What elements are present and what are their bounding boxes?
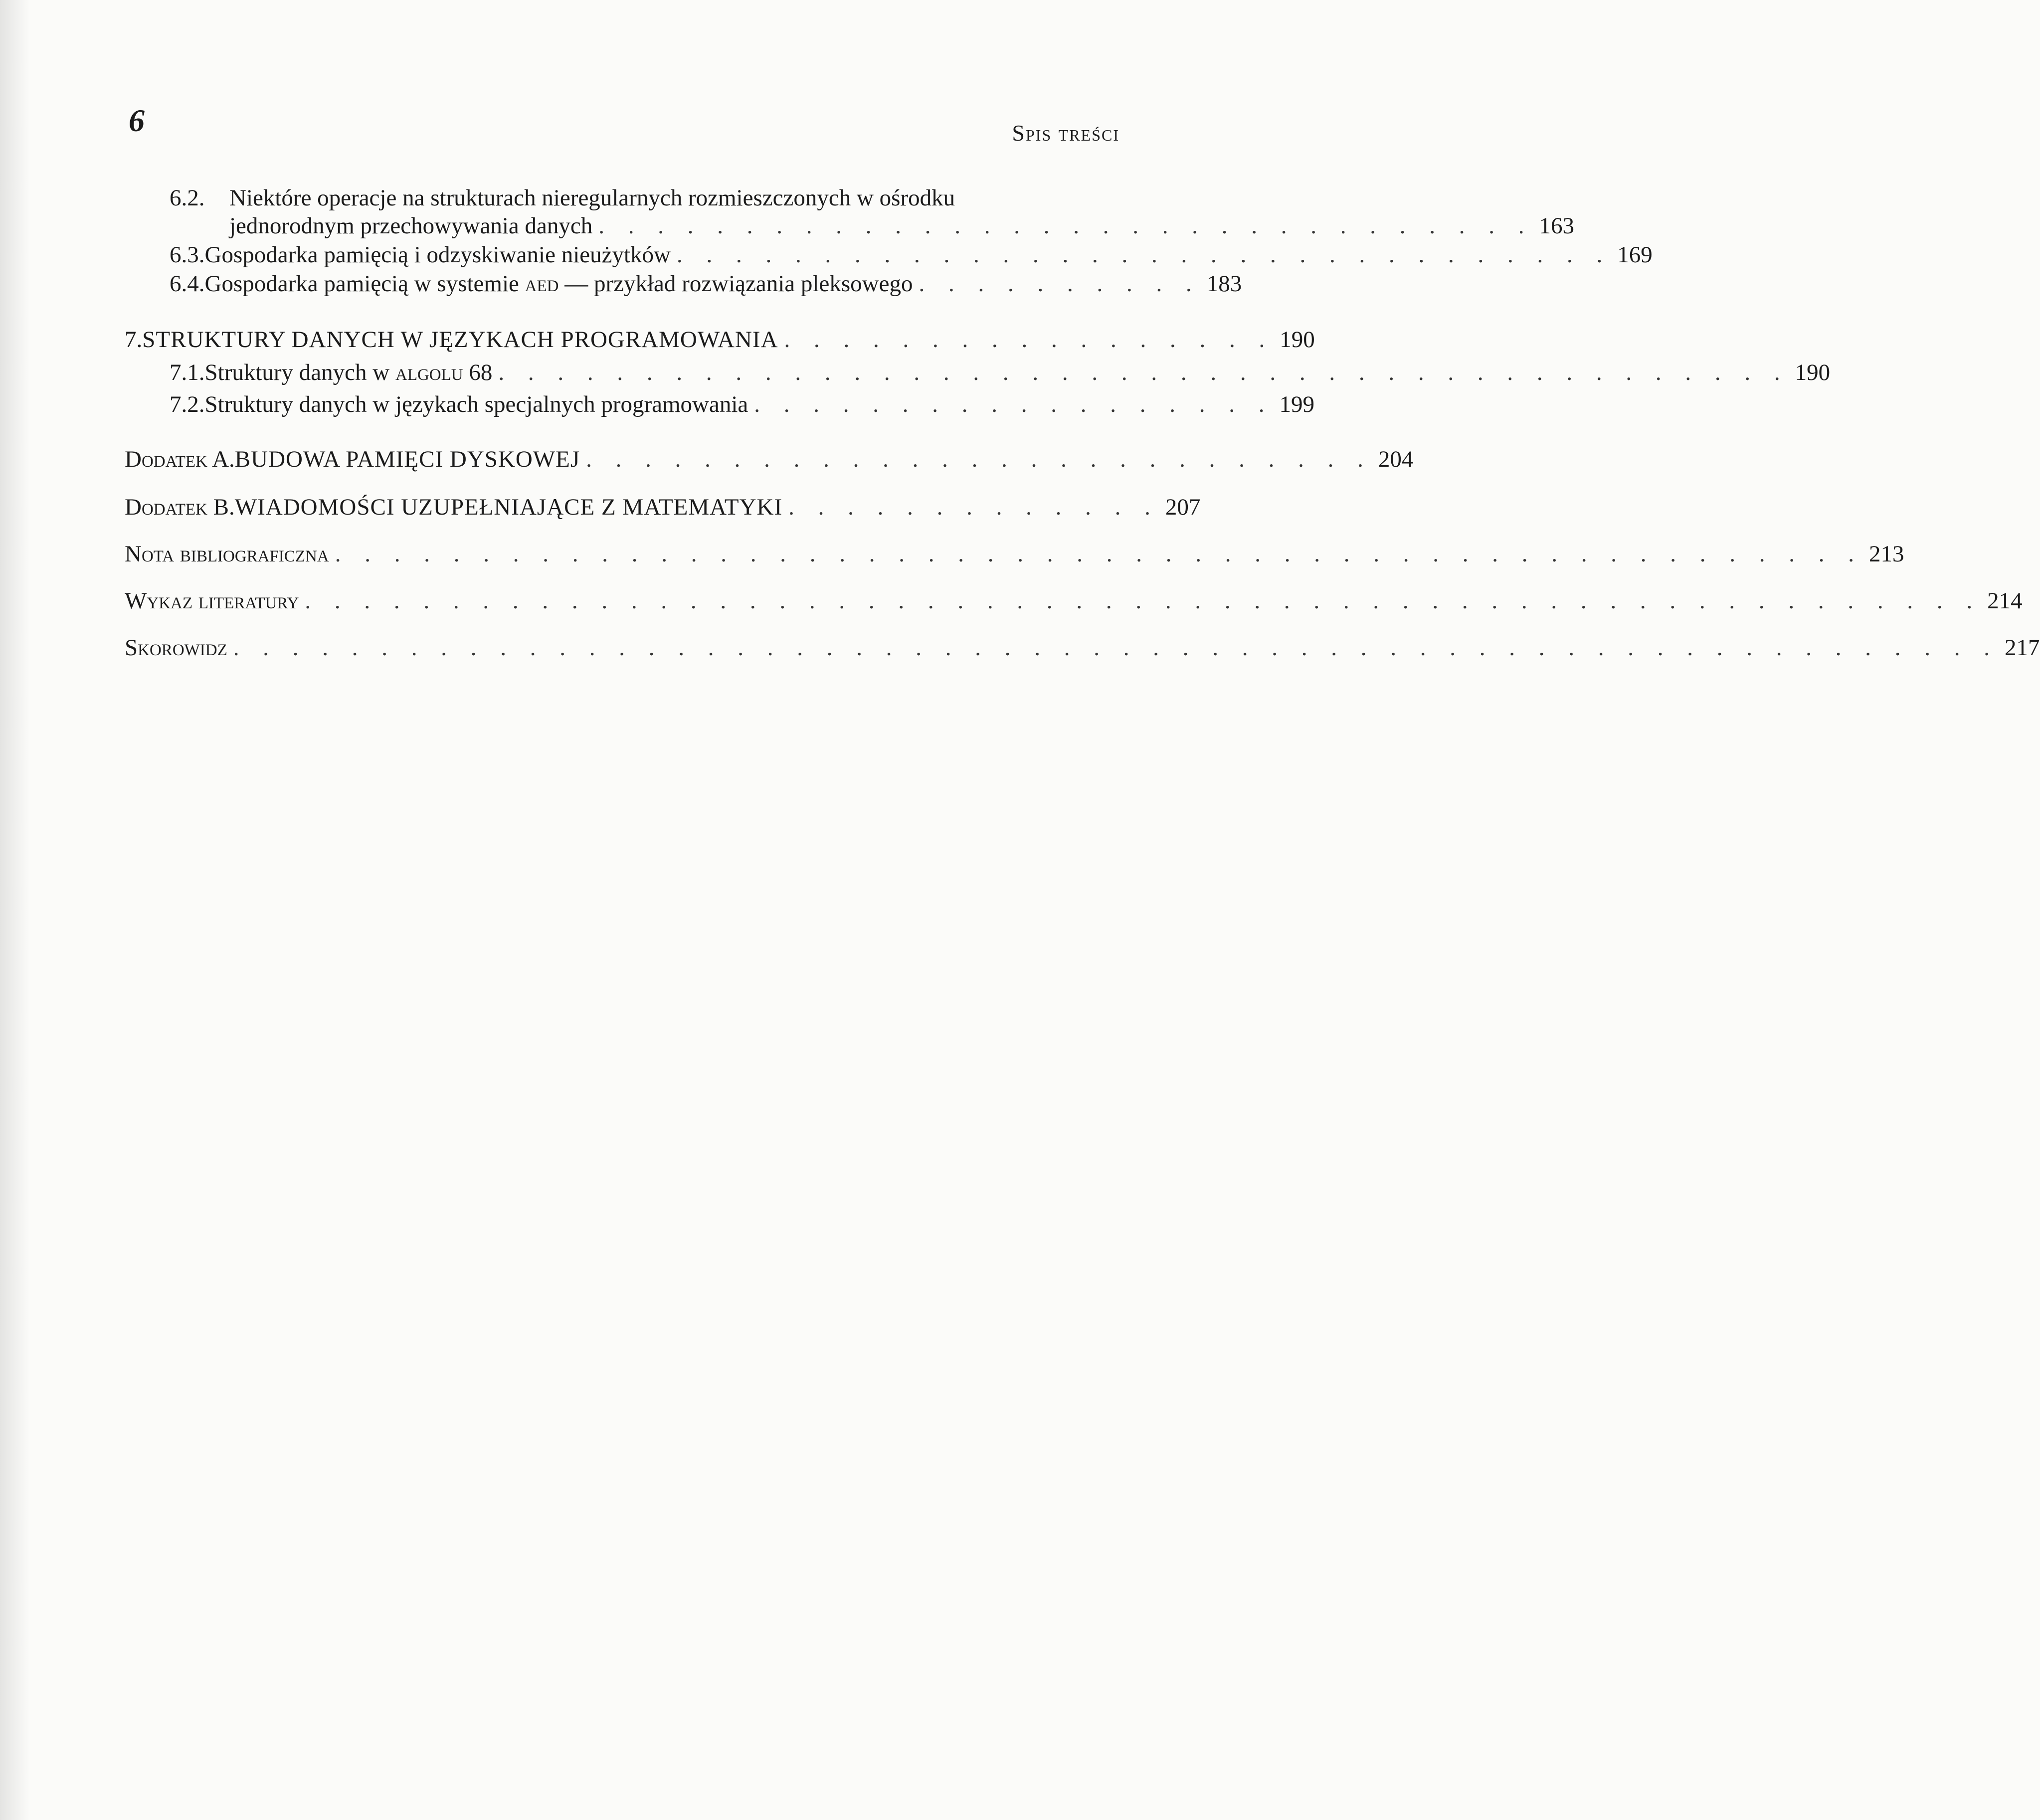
entry-title: Wykaz literatury: [125, 588, 299, 614]
appendix-label: Dodatek B.: [125, 494, 235, 520]
appendix-title: WIADOMOŚCI UZUPEŁNIAJĄCE Z MATEMATYKI: [234, 494, 783, 520]
title-post: 68: [463, 360, 493, 385]
toc-entry-appendix-b: [125, 493, 1201, 522]
running-head: Spis treści: [1012, 120, 1119, 146]
section-number: 7.1.: [170, 360, 205, 385]
page-ref: 214: [1987, 588, 2023, 614]
toc-entry-index: [125, 633, 2040, 662]
page-ref: 163: [1539, 213, 1574, 239]
page-number: 6: [129, 103, 145, 138]
section-title-continued: jednorodnym przechowywania danych: [229, 213, 593, 239]
section-number: 6.3.: [170, 242, 205, 268]
dot-leader: . . . . . . . . . . . . . . . . . . . . . . . . . . . . . . . . . . . . . . . . . . . .: [498, 360, 1789, 385]
appendix-label: Dodatek A.: [125, 446, 235, 472]
dot-leader: . . . . . . . . . . . . . . . . .: [784, 327, 1274, 353]
title-pre: Struktury danych w: [204, 360, 395, 385]
toc-entry-7: [125, 325, 1315, 354]
entry-title: Skorowidz: [125, 635, 227, 661]
dot-leader: . . . . . . . . . . . . . . . . . . . . . . . . . . . . . . . . . . . . . . . . . . . . . . . . . . . .: [335, 541, 1863, 567]
toc-entry-7-2: [170, 390, 1315, 419]
section-title: [205, 358, 493, 387]
dot-leader: . . . . . . . . . . . . .: [788, 494, 1159, 520]
chapter-number: 7.: [125, 327, 143, 353]
page-ref: 199: [1279, 391, 1315, 417]
dot-leader: . . . . . . . . . .: [919, 271, 1201, 297]
toc-entry-bibliographic-note: [125, 540, 1904, 568]
section-number: 7.2.: [170, 391, 205, 417]
toc-entry-6-3: [170, 240, 1653, 269]
toc-entry-7-1: [170, 358, 1831, 387]
dot-leader: . . . . . . . . . . . . . . . . . . . . . . . . . . . . . . . . . . . . . . . . . . . . . . . . . . . . . . . . .: [305, 588, 1982, 614]
section-title: Gospodarka pamięcią i odzyskiwanie nieużytków: [204, 242, 671, 268]
section-title: Niektóre operacje na strukturach nieregularnych rozmieszczonych w ośrodku: [229, 185, 955, 211]
title-smallcaps: aed: [525, 271, 559, 297]
chapter-title: STRUKTURY DANYCH W JĘZYKACH PROGRAMOWANIA: [142, 327, 778, 353]
page-ref: 183: [1206, 271, 1242, 297]
page-ref: 204: [1378, 446, 1414, 472]
section-title: [205, 269, 913, 298]
toc-entry-appendix-a: [125, 445, 1414, 474]
appendix-title: BUDOWA PAMIĘCI DYSKOWEJ: [234, 446, 580, 472]
section-number: 6.4.: [170, 271, 205, 297]
toc-entry-literature-list: [125, 586, 2023, 615]
dot-leader: . . . . . . . . . . . . . . . . . . . . . . . . . . . . . . . .: [598, 213, 1533, 239]
section-number: 6.2.: [170, 185, 205, 211]
page-ref: 207: [1165, 494, 1201, 520]
page-ref: 217: [2005, 635, 2040, 661]
section-title: Struktury danych w językach specjalnych programowania: [204, 391, 748, 417]
page-ref: 190: [1795, 360, 1831, 385]
entry-title: Nota bibliograficzna: [125, 541, 329, 567]
page-ref: 213: [1868, 541, 1904, 567]
page-ref: 190: [1280, 327, 1315, 353]
title-pre: Gospodarka pamięcią w systemie: [204, 271, 525, 297]
toc-entry-6-4: [170, 269, 1242, 298]
page-ref: 169: [1617, 242, 1653, 268]
dot-leader: . . . . . . . . . . . . . . . . . .: [754, 391, 1274, 417]
toc-entry-6-2: [170, 183, 1097, 212]
dot-leader: . . . . . . . . . . . . . . . . . . . . . . . . . . . . . . . .: [677, 242, 1612, 268]
toc-entry-6-2-cont: [229, 211, 1574, 240]
title-smallcaps: algolu: [395, 360, 463, 385]
dot-leader: . . . . . . . . . . . . . . . . . . . . . . . . . . . . . . . . . . . . . . . . . . . . . . . . . . . . . . . . . . . .: [233, 635, 1999, 661]
dot-leader: . . . . . . . . . . . . . . . . . . . . . . . . . . .: [586, 446, 1372, 472]
title-post: — przykład rozwiązania pleksowego: [558, 271, 913, 297]
